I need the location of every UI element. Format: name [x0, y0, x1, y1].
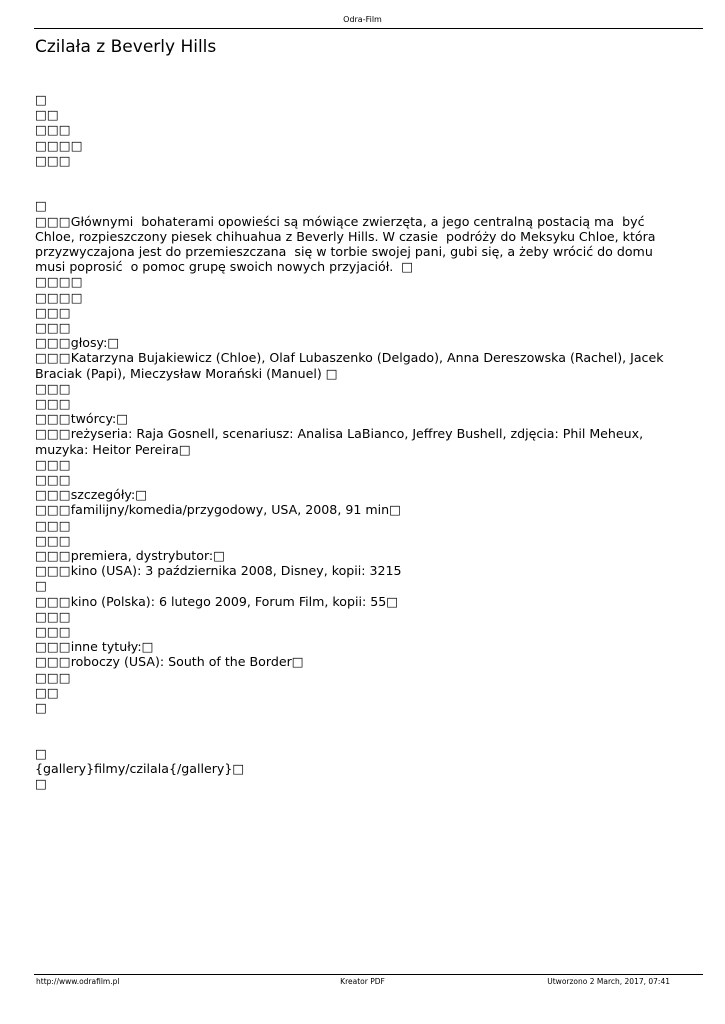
body-line: □□□: [35, 517, 71, 533]
body-line: □□□□: [35, 137, 83, 153]
body-line: □□□roboczy (USA): South of the Border□: [35, 654, 304, 670]
body-line: □□□□: [35, 289, 83, 305]
body-line: □□□: [35, 152, 71, 168]
body-line: {gallery}filmy/czilala{/gallery}□: [35, 760, 245, 776]
header-divider: [34, 28, 703, 29]
body-line: [35, 715, 675, 730]
footer-url[interactable]: http://www.odrafilm.pl: [36, 977, 120, 986]
body-line: □□□familijny/komedia/przygodowy, USA, 2008, 91 min□: [35, 502, 401, 518]
body-line: □□□: [35, 624, 71, 640]
body-line: □□□Głównymi bohaterami opowieści są mówiące zwierzęta, a jego centralną postacią ma być Chloe, rozpieszczony piesek chihuahua z Beverly Hills. W czasie podróży do Meksyku Chloe, która przyzwyczajona jest do przemieszczana się w torbie swojej pani, gubi się, a żeby wrócić do domu musi poprosić o pomoc grupę swoich nowych przyjaciół. □: [35, 213, 660, 275]
footer-created-date: Utworzono 2 March, 2017, 07:41: [547, 977, 670, 986]
body-line: [35, 168, 675, 183]
body-line: □□□: [35, 396, 71, 412]
body-line: □□□kino (Polska): 6 lutego 2009, Forum Film, kopii: 55□: [35, 593, 399, 609]
body-line: □□□: [35, 320, 71, 336]
body-line: □□□reżyseria: Raja Gosnell, scenariusz: Analisa LaBianco, Jeffrey Bushell, zdjęcia: Phil Meheux, muzyka: Heitor Pereira□: [35, 426, 648, 457]
body-line: □□□inne tytuły:□: [35, 639, 154, 655]
body-line: □: [35, 776, 47, 792]
body-line: [35, 730, 675, 745]
body-line: □□□szczegóły:□: [35, 487, 148, 503]
page-title: Czilała z Beverly Hills: [35, 37, 217, 57]
body-line: □□□premiera, dystrybutor:□: [35, 548, 226, 564]
body-line: □□□: [35, 122, 71, 138]
footer-generator: Kreator PDF: [340, 977, 385, 986]
body-line: □□□: [35, 669, 71, 685]
body-line: □: [35, 745, 47, 761]
body-line: □□□: [35, 456, 71, 472]
body-line: □□: [35, 684, 59, 700]
footer-divider: [34, 974, 703, 975]
body-line: □□□: [35, 472, 71, 488]
body-line: □□□: [35, 304, 71, 320]
body-line: [35, 183, 675, 198]
body-line: □□□: [35, 380, 71, 396]
body-line: □: [35, 198, 47, 214]
body-line: □□□: [35, 608, 71, 624]
document-body: [35, 92, 675, 791]
body-line: □□□□: [35, 274, 83, 290]
body-line: □□□: [35, 532, 71, 548]
body-line: □: [35, 92, 47, 107]
body-line: □□□twórcy:□: [35, 411, 129, 427]
body-line: □: [35, 578, 47, 594]
body-line: □□□kino (USA): 3 października 2008, Disney, kopii: 3215: [35, 563, 402, 579]
body-line: □□□głosy:□: [35, 335, 120, 351]
body-line: □□: [35, 107, 59, 123]
header-site-name: Odra-Film: [343, 15, 382, 24]
body-line: □: [35, 700, 47, 716]
body-line: □□□Katarzyna Bujakiewicz (Chloe), Olaf Lubaszenko (Delgado), Anna Dereszowska (Rachel), Jacek Braciak (Papi), Mieczysław Morański (Manuel) □: [35, 350, 668, 381]
